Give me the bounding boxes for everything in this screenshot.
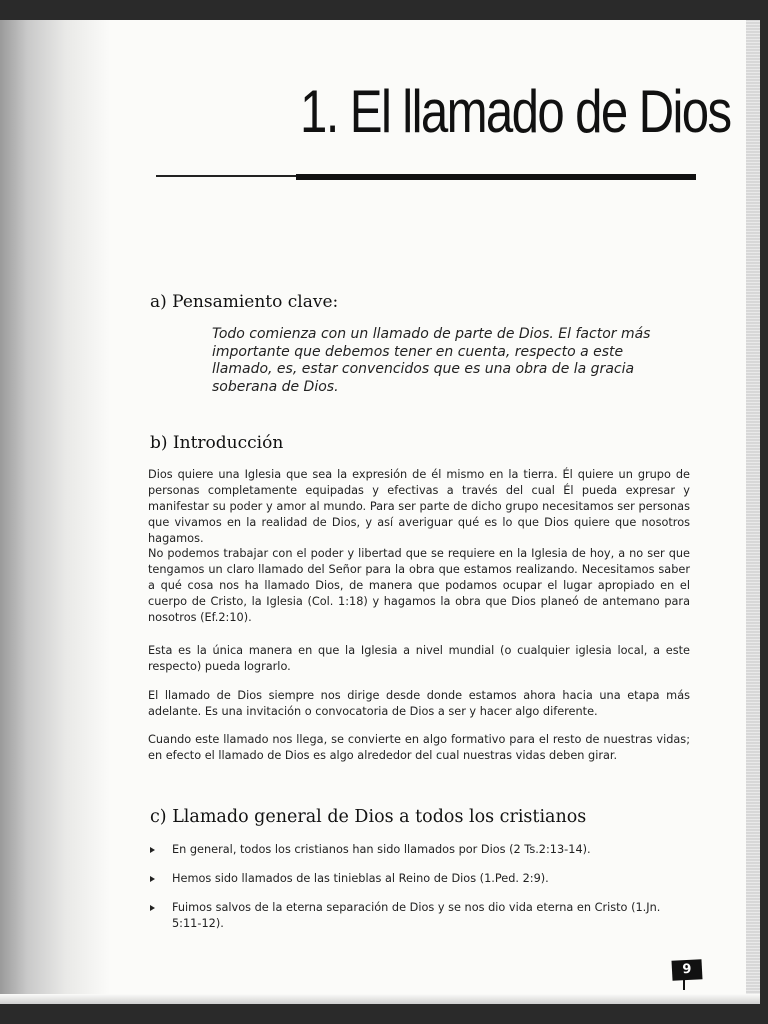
page-number-tab-foot (683, 978, 685, 990)
intro-paragraph: Cuando este llamado nos llega, se convierte en algo formativo para el resto de nuestras vidas; en efecto el llamado de Dios es algo alrededor del cual nuestras vidas deben girar. (148, 733, 690, 762)
binding-shadow (0, 20, 110, 1004)
intro-paragraph: No podemos trabajar con el poder y libertad que se requiere en la Iglesia de hoy, a no ser que tengamos un claro llamado del Señor para la obra que estamos realizando. Necesitamos saber a qué cosa nos ha llamado Dios, de manera que podamos ocupar el lugar apropiado en el cuerpo de Cristo, la Iglesia (Col. 1:18) y hagamos la obra que Dios planeó de antemano para nosotros (Ef.2:10). (148, 547, 690, 624)
chapter-title: 1. El llamado de Dios (300, 78, 731, 145)
list-item (148, 842, 693, 858)
book-page (0, 20, 760, 1004)
key-thought-quote: Todo comienza con un llamado de parte de Dios. El factor más importante que debemos tener en cuenta, respecto a este llamado, es, estar convencidos que es una obra de la gracia soberana de Dios. (212, 326, 651, 395)
page-edge (746, 20, 760, 1004)
page-bottom-edge (0, 994, 760, 1004)
triangle-bullet-icon (150, 905, 155, 911)
intro-paragraph: Esta es la única manera en que la Iglesia a nivel mundial (o cualquier iglesia local, a este respecto) pueda lograrlo. (148, 644, 690, 673)
title-underline-thin (156, 175, 296, 177)
section-a-heading: a) Pensamiento clave: (150, 292, 339, 312)
title-underline-thick (296, 174, 696, 180)
page-number: 9 (671, 959, 702, 981)
triangle-bullet-icon (150, 876, 155, 882)
list-item (148, 900, 693, 932)
section-c-heading: c) Llamado general de Dios a todos los cristianos (150, 807, 587, 827)
section-b-heading: b) Introducción (150, 433, 284, 453)
calling-list (148, 842, 693, 945)
triangle-bullet-icon (150, 847, 155, 853)
intro-paragraph: Dios quiere una Iglesia que sea la expresión de él mismo en la tierra. Él quiere un grupo de personas completamente equipadas y efectivas a través del cual Él pueda expresar y manifestar su poder y amor al mundo. Para ser parte de dicho grupo necesitamos ser personas que vivamos en la realidad de Dios, y así averiguar qué es lo que Dios quiere que nosotros hagamos. (148, 468, 690, 545)
list-item-text: Fuimos salvos de la eterna separación de Dios y se nos dio vida eterna en Cristo (1.Jn. 5:11-12). (172, 901, 661, 930)
list-item (148, 871, 693, 887)
intro-paragraph: El llamado de Dios siempre nos dirige desde donde estamos ahora hacia una etapa más adelante. Es una invitación o convocatoria de Dios a ser y hacer algo diferente. (148, 689, 690, 718)
list-item-text: Hemos sido llamados de las tinieblas al Reino de Dios (1.Ped. 2:9). (172, 872, 549, 885)
list-item-text: En general, todos los cristianos han sido llamados por Dios (2 Ts.2:13-14). (172, 843, 591, 856)
